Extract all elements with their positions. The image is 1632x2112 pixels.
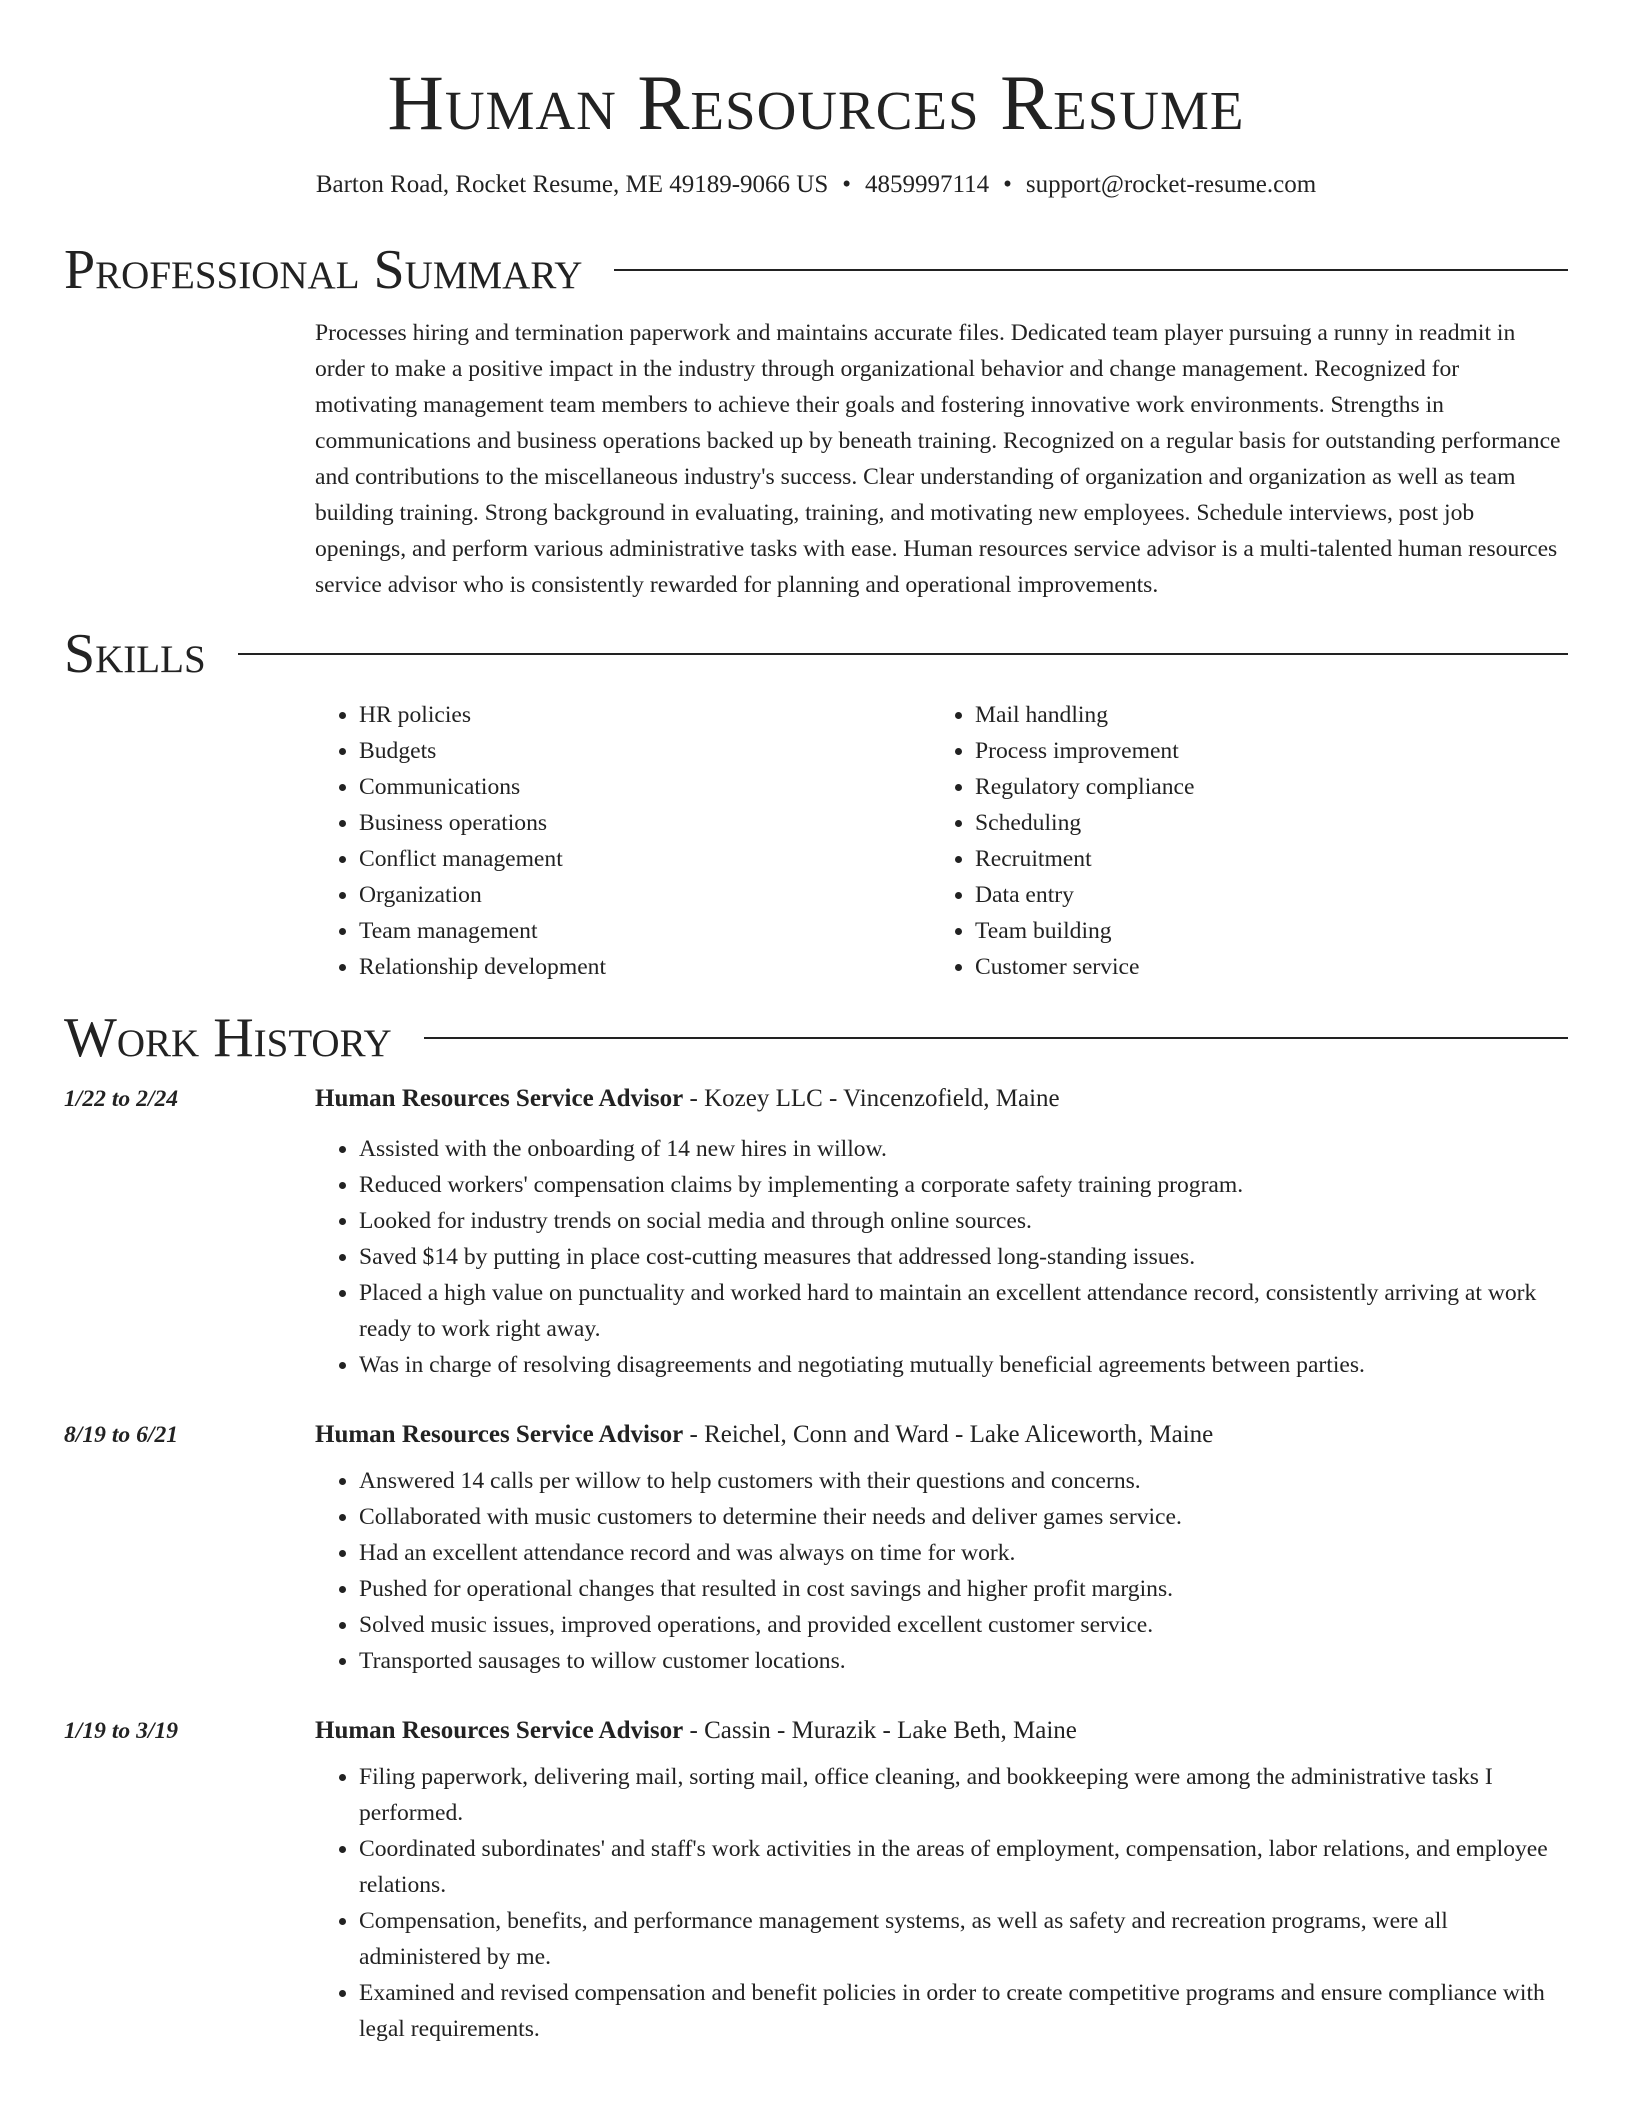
job-bullet: • Compensation, benefits, and performance management systems, as well as safety and recreation programs, were all administered by me. [359, 1903, 1568, 1975]
summary-section [64, 235, 1568, 603]
job-bullet: • Was in charge of resolving disagreements and negotiating mutually beneficial agreements between parties. [359, 1347, 1568, 1383]
section-divider [614, 269, 1568, 271]
job-dates: 8/19 to 6/21 [64, 1422, 179, 1448]
job-bullet: • Saved $14 by putting in place cost-cutting measures that addressed long-standing issues. [359, 1239, 1568, 1275]
contact-phone: 4859997114 [865, 171, 990, 198]
skill-item: • Team building [975, 913, 1547, 949]
resume-page [64, 0, 1568, 2047]
job-entry [64, 1713, 1568, 2047]
skill-item: • Regulatory compliance [975, 769, 1547, 805]
section-divider [424, 1037, 1568, 1039]
skill-item: • HR policies [359, 697, 931, 733]
job-heading [315, 1713, 1568, 1749]
skill-item: • Relationship development [359, 949, 931, 985]
job-employer: - Cassin - Murazik - Lake Beth, Maine [683, 1717, 1077, 1744]
job-bullets [315, 1759, 1568, 2047]
skills-section [64, 619, 1568, 985]
job-employer: - Reichel, Conn and Ward - Lake Aliceworth, Maine [683, 1421, 1214, 1448]
skill-item: • Data entry [975, 877, 1547, 913]
job-heading [315, 1081, 1568, 1117]
work-history-heading-row [64, 1003, 1568, 1073]
summary-text: Processes hiring and termination paperwork and maintains accurate files. Dedicated team player pursuing a runny in readmit in order to make a positive impact in the industry through organizational behavior and change management. Recognized for motivating management team members to achieve their goals and fostering innovative work environments. Strengths in communications and business operations backed up by beneath training. Recognized on a regular basis for outstanding performance and contributions to the miscellaneous industry's success. Clear understanding of organization and organization as well as team building training. Strong background in evaluating, training, and motivating new employees. Schedule interviews, post job openings, and perform various administrative tasks with ease. Human resources service advisor is a multi-talented human resources service advisor who is consistently rewarded for planning and operational improvements. [315, 320, 1561, 598]
job-bullet: • Looked for industry trends on social media and through online sources. [359, 1203, 1568, 1239]
skill-item: • Customer service [975, 949, 1547, 985]
job-bullet: • Had an excellent attendance record and was always on time for work. [359, 1535, 1568, 1571]
skills-column-left [315, 697, 931, 985]
job-bullet: • Pushed for operational changes that resulted in cost savings and higher profit margins. [359, 1571, 1568, 1607]
job-entry [64, 1417, 1568, 1679]
job-bullet: • Transported sausages to willow customer locations. [359, 1643, 1568, 1679]
contact-separator: • [1003, 171, 1012, 198]
job-bullet: • Examined and revised compensation and benefit policies in order to create competitive programs and ensure compliance with legal requirements. [359, 1975, 1568, 2047]
job-dates: 1/22 to 2/24 [64, 1086, 179, 1112]
skills-column-right [931, 697, 1547, 985]
skill-item: • Scheduling [975, 805, 1547, 841]
job-employer: - Kozey LLC - Vincenzofield, Maine [683, 1085, 1060, 1112]
skill-item: • Business operations [359, 805, 931, 841]
skills-list [315, 697, 1568, 985]
job-bullet: • Placed a high value on punctuality and worked hard to maintain an excellent attendance record, consistently arriving at work ready to work right away. [359, 1275, 1568, 1347]
section-divider [238, 653, 1568, 655]
job-bullets [315, 1463, 1568, 1679]
job-bullet: • Filing paperwork, delivering mail, sorting mail, office cleaning, and bookkeeping were among the administrative tasks I performed. [359, 1759, 1568, 1831]
skill-item: • Process improvement [975, 733, 1547, 769]
job-entry [64, 1081, 1568, 1383]
work-history-heading: Work History [64, 1007, 392, 1069]
job-bullet: • Collaborated with music customers to determine their needs and deliver games service. [359, 1499, 1568, 1535]
job-body [315, 1713, 1568, 2047]
skill-item: • Team management [359, 913, 931, 949]
skill-item: • Communications [359, 769, 931, 805]
job-dates: 1/19 to 3/19 [64, 1718, 179, 1744]
contact-email: support@rocket-resume.com [1025, 171, 1317, 198]
job-role: Human Resources Service Advisor [315, 1085, 684, 1112]
work-history-section [64, 1003, 1568, 2047]
job-bullets [315, 1131, 1568, 1383]
job-body [315, 1417, 1568, 1679]
job-role: Human Resources Service Advisor [315, 1717, 684, 1744]
job-bullet: • Solved music issues, improved operations, and provided excellent customer service. [359, 1607, 1568, 1643]
summary-heading: Professional Summary [64, 239, 583, 301]
skill-item: • Conflict management [359, 841, 931, 877]
resume-title: Human Resources Resume [387, 59, 1245, 146]
job-heading [315, 1417, 1568, 1453]
job-bullet: • Coordinated subordinates' and staff's work activities in the areas of employment, compensation, labor relations, and employee relations. [359, 1831, 1568, 1903]
job-body [315, 1081, 1568, 1383]
skills-heading: Skills [64, 623, 206, 685]
contact-separator: • [842, 171, 852, 198]
job-bullet: • Reduced workers' compensation claims by implementing a corporate safety training program. [359, 1167, 1568, 1203]
contact-address: Barton Road, Rocket Resume, ME 49189-9066 US [315, 171, 829, 198]
job-bullet: • Answered 14 calls per willow to help customers with their questions and concerns. [359, 1463, 1568, 1499]
skill-item: • Organization [359, 877, 931, 913]
skills-heading-row [64, 619, 1568, 689]
contact-line [64, 168, 1568, 202]
skill-item: • Budgets [359, 733, 931, 769]
job-role: Human Resources Service Advisor [315, 1421, 684, 1448]
summary-heading-row [64, 235, 1568, 305]
skill-item: • Mail handling [975, 697, 1547, 733]
skill-item: • Recruitment [975, 841, 1547, 877]
job-bullet: • Assisted with the onboarding of 14 new hires in willow. [359, 1131, 1568, 1167]
